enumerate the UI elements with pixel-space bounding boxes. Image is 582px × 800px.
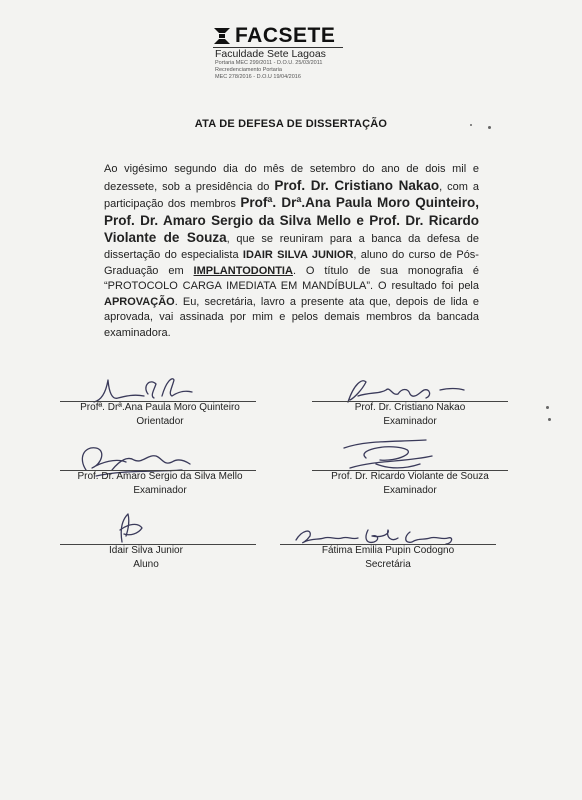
text-part-1: Ao vigésimo segundo dia do mês de setembro do ano de dois mil e dezessete, sob a presidência do [104, 163, 479, 193]
signatory-name: Prof. Dr. Amaro Sergio da Silva Mello [77, 471, 243, 482]
logo-subtitle: Faculdade Sete Lagoas [213, 47, 343, 60]
logo-line-2: Recredenciamento Portaria [215, 67, 282, 73]
signatory-mello [60, 470, 260, 498]
signatory-idair [46, 544, 246, 572]
signatory-role: Examinador [383, 416, 437, 427]
signatory-souza [296, 470, 524, 498]
signatory-nakao [310, 401, 510, 429]
president-name: Prof. Dr. Cristiano Nakao [274, 177, 440, 193]
signatory-quinteiro [60, 401, 260, 429]
text-part-6: . Eu, secretária, lavro a presente ata que, depois de lida e aprovada, vai assinada por mim e pelos demais membros da bancada examinadora. [104, 295, 479, 339]
result: APROVAÇÃO [104, 295, 175, 308]
signature-idair [112, 510, 152, 546]
signatory-name: Profª. Drª.Ana Paula Moro Quinteiro [80, 402, 240, 413]
student-name: IDAIR SILVA JUNIOR [242, 248, 354, 261]
minutes-paragraph [104, 162, 479, 342]
text-part-4: , aluno do curso de Pós-Graduação em [104, 248, 479, 277]
text-part-5: . O título de sua monografia é “PROTOCOLO CARGA IMEDIATA EM MANDÍBULA”. O resultado foi pela [104, 264, 479, 293]
logo-name: FACSETE [235, 24, 336, 47]
course-name: IMPLANTODONTIA [193, 264, 293, 277]
signatory-role: Orientador [136, 416, 184, 427]
signatory-role: Secretária [365, 559, 411, 570]
logo-line-3: MEC 278/2016 - D.O.U 19/04/2016 [215, 74, 301, 80]
signatory-name: Fátima Emilia Pupin Codogno [321, 545, 455, 556]
signatory-name: Prof. Dr. Cristiano Nakao [354, 402, 466, 413]
signatory-name: Prof. Dr. Ricardo Violante de Souza [331, 471, 489, 482]
signatory-codogno [262, 544, 514, 572]
text-part-2: , com a participação dos membros [104, 180, 480, 211]
document-title: ATA DE DEFESA DE DISSERTAÇÃO [194, 118, 388, 130]
signatory-role: Examinador [133, 485, 187, 496]
facsete-logo-icon [213, 27, 231, 45]
logo-line-1: Portaria MEC 299/2011 - D.O.U. 25/03/2011 [215, 60, 323, 66]
signatory-role: Examinador [383, 485, 437, 496]
signatory-name: Idair Silva Junior [109, 545, 183, 556]
committee-members: Profª. Drª.Ana Paula Moro Quinteiro, Prof. Dr. Amaro Sergio da Silva Mello e Prof. Dr. Ricardo Violante de Souza [104, 195, 479, 246]
signatory-role: Aluno [133, 559, 159, 570]
facsete-logo [213, 26, 343, 81]
text-part-3: , que se reuniram para a banca da defesa de dissertação do especialista [104, 233, 479, 261]
